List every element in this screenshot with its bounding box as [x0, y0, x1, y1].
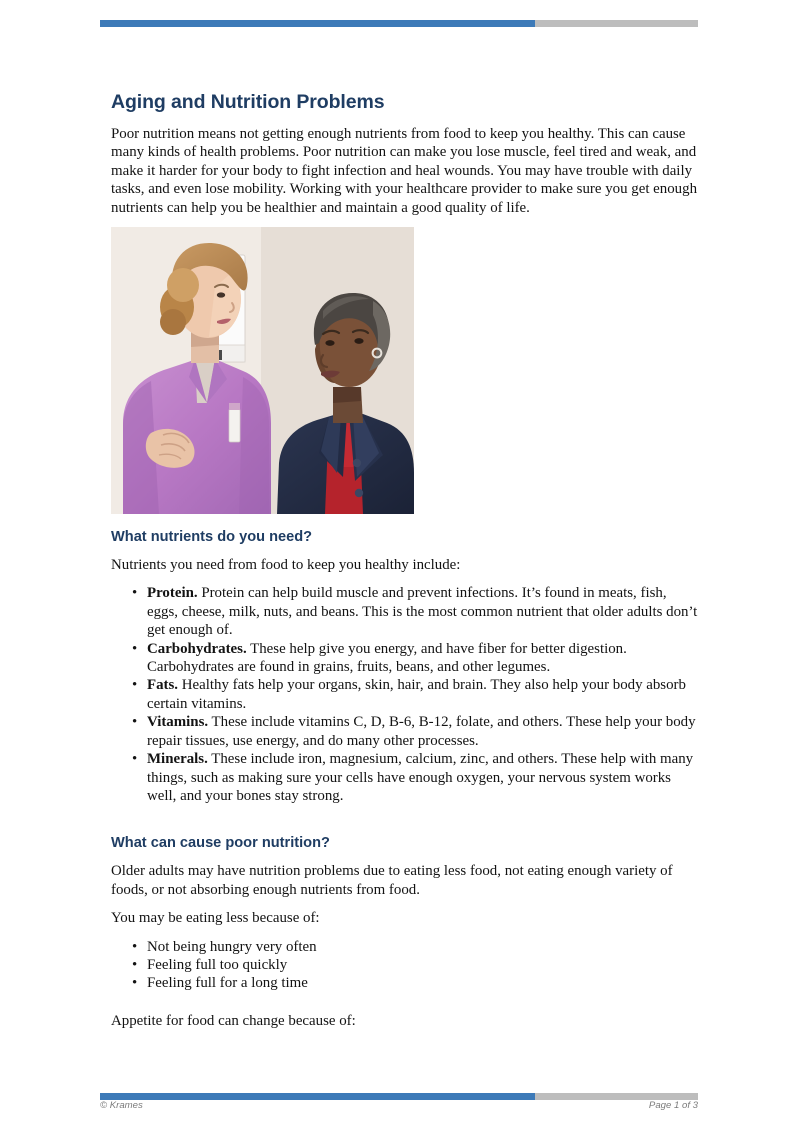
section-heading-causes: What can cause poor nutrition? — [111, 835, 330, 852]
list-item — [147, 750, 698, 805]
footer-copyright: © Krames — [100, 1100, 143, 1111]
header-rule-track-segment — [535, 20, 698, 27]
footer-rule-track-segment — [535, 1093, 698, 1100]
page-footer — [100, 1100, 698, 1111]
article-photo-container — [111, 227, 414, 514]
list-item — [147, 640, 698, 677]
causes-paragraph-2: You may be eating less because of: — [111, 910, 320, 927]
section-heading-nutrients: What nutrients do you need? — [111, 529, 313, 546]
footer-page-number: Page 1 of 3 — [648, 1100, 698, 1111]
causes-paragraph-3: Appetite for food can change because of: — [111, 1012, 356, 1029]
list-item-lead: Fats. — [147, 677, 179, 694]
list-item: • Not being hungry very often — [147, 938, 698, 956]
list-item — [147, 713, 698, 750]
list-item-text: Protein can help build muscle and prevent infections. It’s found in meats, fish, eggs, cheese, milk, nuts, and beans. This is the most common nutrient that older adults don’t get enough of. — [147, 585, 698, 639]
list-item-lead: Vitamins. — [147, 714, 209, 731]
causes-paragraph-1: Older adults may have nutrition problems due to eating less food, not eating enough variety of foods, or not absorbing enough nutrients from food. — [111, 863, 673, 898]
list-item: • Feeling full too quickly — [147, 956, 698, 974]
list-item-text: These include iron, magnesium, calcium, zinc, and others. These help with many things, such as making sure your cells have enough oxygen, your nervous system works well, and your bones stay strong. — [147, 751, 694, 804]
footer-progress-rule — [100, 1093, 698, 1100]
list-item — [147, 676, 698, 713]
list-item: • Feeling full for a long time — [147, 974, 698, 992]
list-item-lead: Protein. — [147, 585, 198, 602]
list-spacer — [111, 1003, 698, 1012]
header-rule-accent-segment — [100, 20, 535, 27]
list-item — [147, 584, 698, 639]
document-content — [111, 90, 698, 1040]
page-title: Aging and Nutrition Problems — [111, 91, 385, 113]
nutrients-list — [111, 584, 698, 805]
nutrients-intro: Nutrients you need from food to keep you healthy include: — [111, 557, 461, 574]
intro-paragraph: Poor nutrition means not getting enough nutrients from food to keep you healthy. This can cause many kinds of health problems. Poor nutrition can make you lose muscle, feel tired and weak, and make it harder for your body to fight infection and heal wounds. You may have trouble with daily tasks, and even lose mobility. Working with your healthcare provider to make sure you get enough nutrients can help you be healthier and maintain a good quality of life. — [111, 126, 698, 216]
list-item-text: These include vitamins C, D, B-6, B-12, folate, and others. These help your body repair tissues, use energy, and do many other processes. — [147, 714, 696, 749]
list-item-lead: Carbohydrates. — [147, 640, 247, 657]
list-item-lead: Minerals. — [147, 751, 208, 768]
clinician-patient-photo — [111, 227, 414, 514]
eating-less-list — [111, 938, 698, 993]
section-spacer — [111, 815, 698, 834]
list-item-text: Healthy fats help your organs, skin, hair, and brain. They also help your body absorb certain vitamins. — [147, 677, 686, 712]
list-item-text: These help give you energy, and have fiber for better digestion. Carbohydrates are found in grains, fruits, beans, and other legumes. — [147, 640, 627, 676]
footer-rule-accent-segment — [100, 1093, 535, 1100]
header-progress-rule — [100, 20, 698, 27]
